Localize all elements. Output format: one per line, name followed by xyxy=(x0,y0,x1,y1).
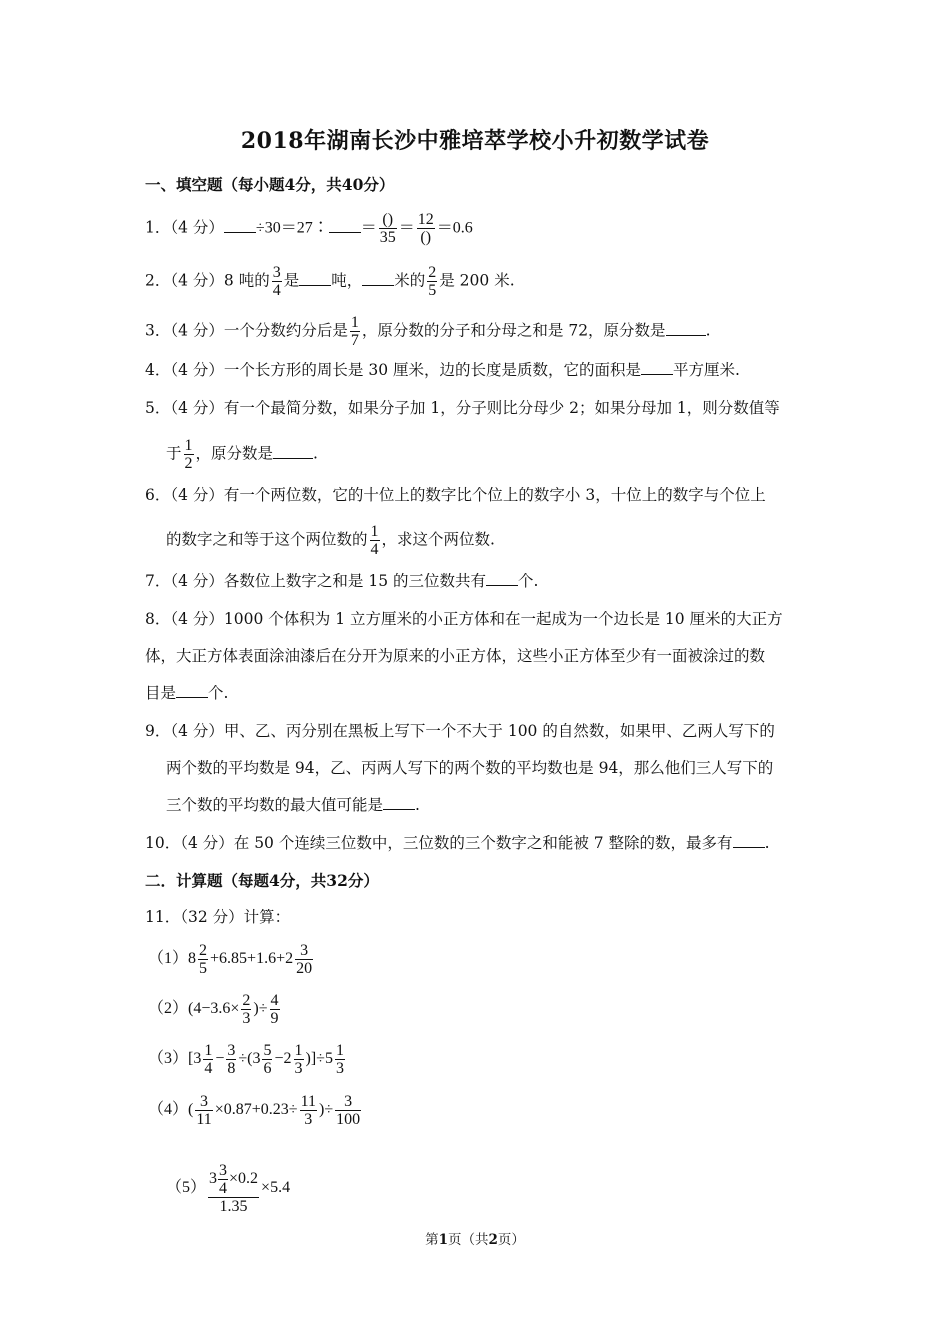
question-1: 1．（4 分） ÷30＝27∶ ＝ () 35 ＝ 12 () ＝0.6 xyxy=(145,211,473,246)
section-heading-calculation: 二．计算题（每题4分，共32分） xyxy=(145,871,379,890)
fraction: $\frac{11}{3}$ xyxy=(300,1093,316,1128)
question-5-line-2: 于 $\frac{1}{2}$ ，原分数是 . xyxy=(166,437,318,472)
fraction: $\frac{3}{11}$ xyxy=(196,1093,212,1128)
page-footer: 第1页（共2页） xyxy=(425,1232,525,1248)
fraction: $\frac{1}{2}$ xyxy=(184,437,193,472)
fraction: $\frac{1}{7}$ xyxy=(350,314,359,349)
question-3: 3．（4 分）一个分数约分后是 $\frac{1}{7}$ ，原分数的分子和分母之和是 72，原分数是 . xyxy=(145,314,711,349)
question-9-line-2: 两个数的平均数是 94，乙、丙两人写下的两个数的平均数也是 94，那么他们三人写下的 xyxy=(166,759,774,777)
question-8-line-3: 目是 个. xyxy=(145,684,229,702)
answer-blank xyxy=(224,218,256,233)
page-title: 2018年湖南长沙中雅培萃学校小升初数学试卷 xyxy=(240,128,710,154)
answer-blank xyxy=(666,321,706,336)
question-10: 10．（4 分）在 50 个连续三位数中，三位数的三个数字之和能被 7 整除的数，最多有 . xyxy=(145,834,770,852)
fraction: $\frac{1}{3}$ xyxy=(294,1042,303,1077)
complex-fraction: 3 $\frac{3}{4}$ ×0.2 1.35 xyxy=(209,1162,259,1215)
answer-blank xyxy=(329,218,361,233)
calc-1: （1）8 $\frac{2}{5}$ +6.85+1.6+2 $\frac{3}{20}$ xyxy=(148,942,313,977)
question-4: 4．（4 分）一个长方形的周长是 30 厘米，边的长度是质数，它的面积是 平方厘米. xyxy=(145,361,740,379)
calc-2: （2）(4−3.6× $\frac{2}{3}$ )÷ $\frac{4}{9}$ xyxy=(148,992,279,1027)
fraction: $\frac{3}{8}$ xyxy=(227,1042,236,1077)
answer-blank xyxy=(641,360,673,375)
fraction: $\frac{2}{5}$ xyxy=(199,942,208,977)
fraction: $\frac{3}{4}$ xyxy=(219,1162,228,1197)
question-8-line-1: 8．（4 分）1000 个体积为 1 立方厘米的小正方体和在一起成为一个边长是 10 厘米的大正方 xyxy=(145,610,783,628)
question-5-line-1: 5．（4 分）有一个最简分数，如果分子加 1，分子则比分母少 2；如果分母加 1，则分数值等 xyxy=(145,399,780,417)
fraction: $\frac{1}{4}$ xyxy=(370,523,379,558)
answer-blank xyxy=(273,444,313,459)
answer-blank xyxy=(299,271,331,286)
fraction: $\frac{2}{3}$ xyxy=(242,992,251,1027)
question-6-line-2: 的数字之和等于这个两位数的 $\frac{1}{4}$ ，求这个两位数. xyxy=(166,523,495,558)
answer-blank xyxy=(733,833,765,848)
answer-blank xyxy=(486,571,518,586)
section-heading-fill-blanks: 一、填空题（每小题4分，共40分） xyxy=(145,175,395,194)
calc-4: （4）( $\frac{3}{11}$ ×0.87+0.23÷ $\frac{11}{3}$ )÷ $\frac{3}{100}$ xyxy=(148,1093,361,1128)
question-8-line-2: 体，大正方体表面涂油漆后在分开为原来的小正方体，这些小正方体至少有一面被涂过的数 xyxy=(145,647,766,665)
fraction: $\frac{2}{5}$ xyxy=(428,264,437,299)
calc-5: （5） 3 $\frac{3}{4}$ ×0.2 1.35 ×5.4 xyxy=(166,1162,291,1215)
question-11: 11．（32 分）计算： xyxy=(145,908,291,926)
fraction: $\frac{4}{9}$ xyxy=(270,992,279,1027)
fraction: $\frac{3}{100}$ xyxy=(336,1093,361,1128)
answer-blank xyxy=(383,795,415,810)
question-2: 2．（4 分）8 吨的 $\frac{3}{4}$ 是 吨， 米的 $\frac{2}{5}$ 是 200 米. xyxy=(145,264,515,299)
fraction: $\frac{3}{20}$ xyxy=(296,942,313,977)
fraction: $\frac{5}{6}$ xyxy=(263,1042,272,1077)
fraction: $\frac{1}{3}$ xyxy=(335,1042,344,1077)
answer-blank xyxy=(362,271,394,286)
fraction: 12 () xyxy=(417,211,434,246)
fraction: $\frac{1}{4}$ xyxy=(204,1042,213,1077)
question-9-line-3: 三个数的平均数的最大值可能是 . xyxy=(166,796,420,814)
calc-3: （3）[3 $\frac{1}{4}$ − $\frac{3}{8}$ ÷(3 $\frac{5}{6}$ −2 $\frac{1}{3}$ )]÷5 $\frac{1}{3}$ xyxy=(148,1042,344,1077)
question-6-line-1: 6．（4 分）有一个两位数，它的十位上的数字比个位上的数字小 3，十位上的数字与个位上 xyxy=(145,486,766,504)
fraction: () 35 xyxy=(379,211,396,246)
question-9-line-1: 9．（4 分）甲、乙、丙分别在黑板上写下一个不大于 100 的自然数，如果甲、乙两人写下的 xyxy=(145,722,775,740)
question-7: 7．（4 分）各数位上数字之和是 15 的三位数共有 个. xyxy=(145,572,539,590)
answer-blank xyxy=(176,683,208,698)
fraction: $\frac{3}{4}$ xyxy=(272,264,281,299)
